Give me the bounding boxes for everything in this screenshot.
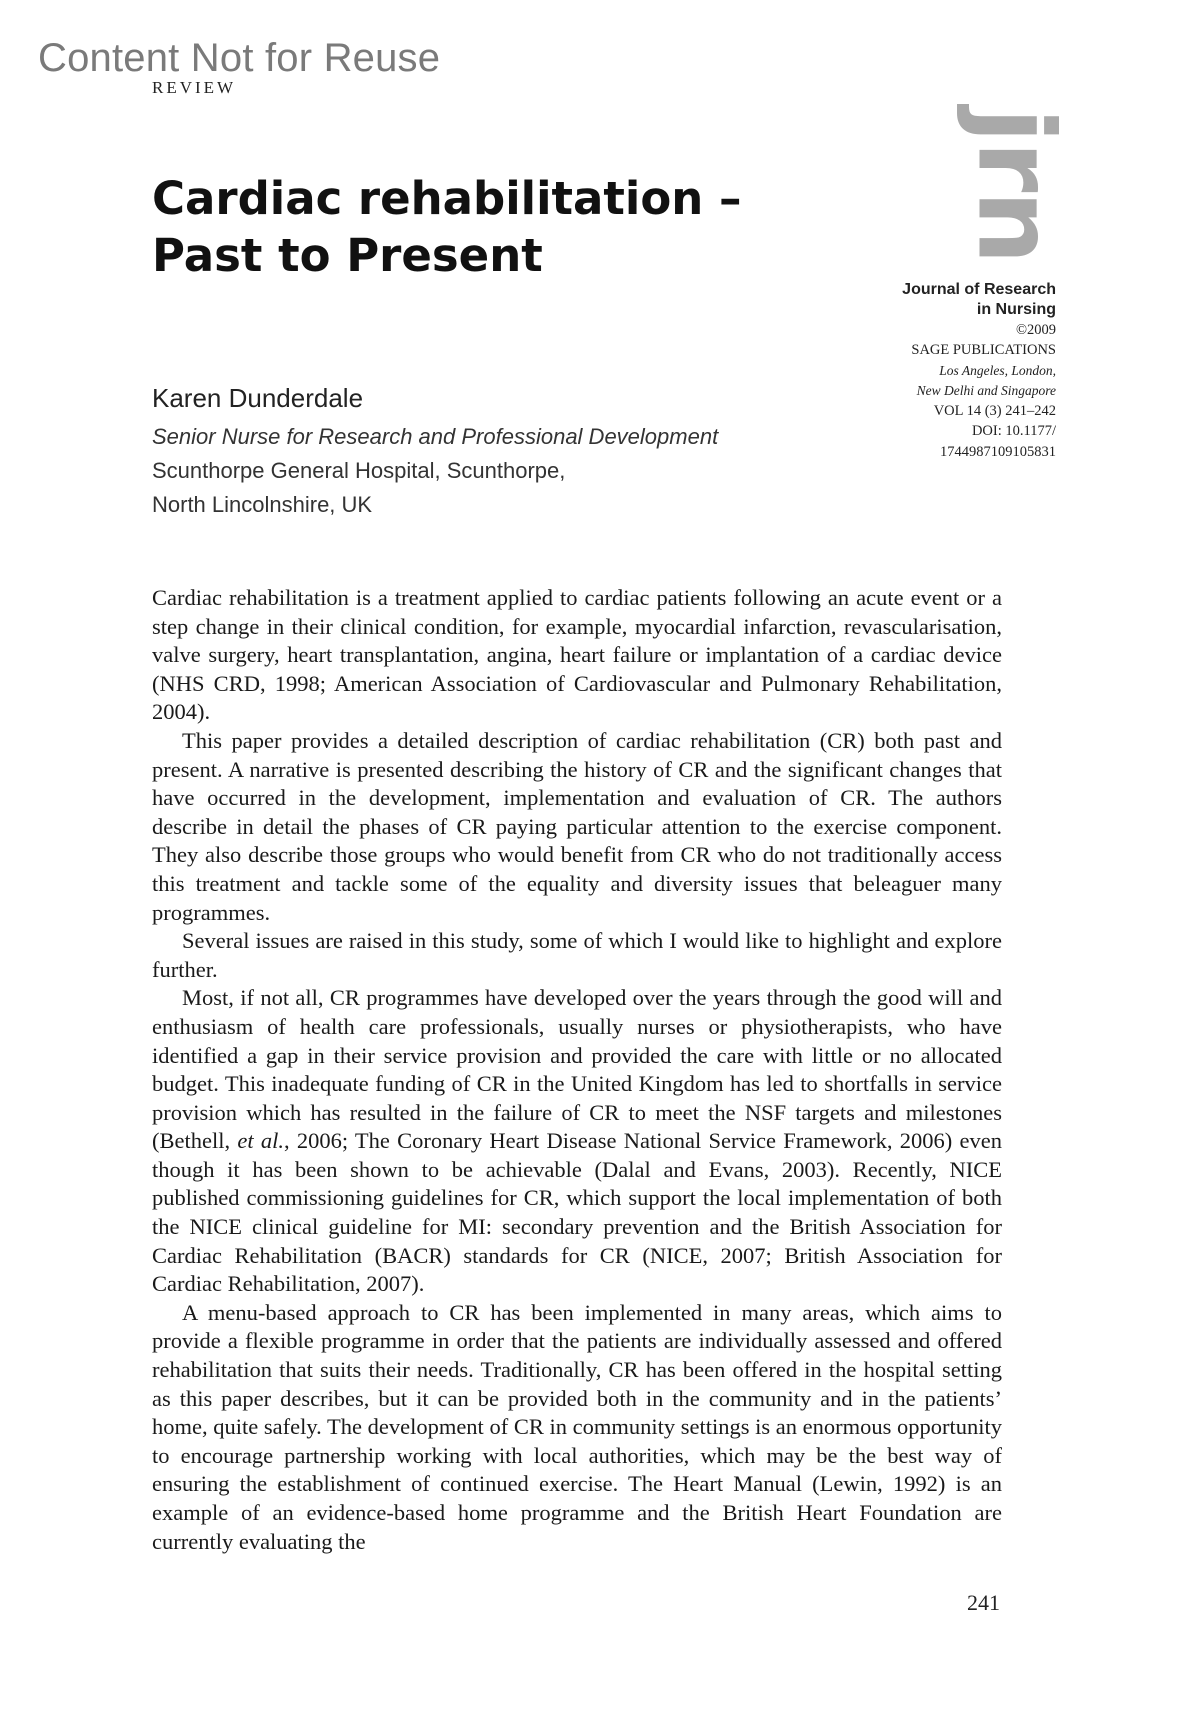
journal-logo bbox=[954, 100, 1077, 270]
body-paragraph-5: A menu-based approach to CR has been implemented in many areas, which aims to provide a flexible programme in order that the patients are individually assessed and offered rehabilitation that suits their needs. Traditionally, CR has been offered in the hospital setting as this paper describes, but it can be provided both in the community and in the patients’ home, quite safely. The development of CR in community settings is an enormous opportunity to encourage partnership working with local authorities, which may be the best way of ensuring the establishment of continued exercise. The Heart Manual (Lewin, 1992) is an example of an evidence-based home programme and the British Heart Foundation are currently evaluating the bbox=[152, 1299, 1002, 1554]
journal-locations-line-1: Los Angeles, London, bbox=[939, 362, 1056, 378]
journal-doi-line-2: 1744987109105831 bbox=[940, 443, 1056, 460]
journal-name-line-2: in Nursing bbox=[976, 301, 1056, 318]
journal-locations-line-2: New Delhi and Singapore bbox=[916, 382, 1056, 398]
watermark: Content Not for Reuse bbox=[38, 36, 441, 80]
body-paragraph-3: Several issues are raised in this study, some of which I would like to highlight and explore further. bbox=[152, 928, 1002, 982]
body-paragraph-4-et-al: et al. bbox=[237, 1128, 284, 1154]
body-paragraph-4 bbox=[152, 984, 1002, 1299]
author-affiliation-line-1: Scunthorpe General Hospital, Scunthorpe, bbox=[152, 458, 566, 483]
journal-doi-line-1: DOI: 10.1177/ bbox=[971, 423, 1056, 440]
body-paragraph-4-part-2: , 2006; The Coronary Heart Disease National Service Framework, 2006) even though it has been shown to be achievable (Dalal and Evans, 2003). Recently, NICE published commissioning guidelines for CR, which support the local implementation of both the NICE clinical guideline for MI: secondary prevention and the British Association for Cardiac Rehabilitation (BACR) standards for CR (NICE, 2007; British Association for Cardiac Rehabilitation, 2007). bbox=[152, 1128, 1002, 1297]
author-affiliation-line-2: North Lincolnshire, UK bbox=[152, 492, 373, 517]
author-block bbox=[152, 378, 872, 522]
article-title-line-1: Cardiac rehabilitation – bbox=[152, 172, 742, 225]
body-paragraph-2: This paper provides a detailed description of cardiac rehabilitation (CR) both past and present. A narrative is presented describing the history of CR and the significant changes that have occurred in the development, implementation and evaluation of CR. The authors describe in detail the phases of CR paying particular attention to the exercise component. They also describe those groups who would benefit from CR who do not traditionally access this treatment and tackle some of the equality and diversity issues that beleaguer many programmes. bbox=[152, 727, 1002, 925]
body-paragraph-1: Cardiac rehabilitation is a treatment applied to cardiac patients following an acute event or a step change in their clinical condition, for example, myocardial infarction, revascularisation, valve surgery, heart transplantation, angina, heart failure or implantation of a cardiac device (NHS CRD, 1998; American Association of Cardiovascular and Pulmonary Rehabilitation, 2004). bbox=[152, 585, 1002, 725]
journal-name-line-1: Journal of Research bbox=[902, 281, 1056, 298]
section-label: REVIEW bbox=[152, 78, 237, 97]
author-role: Senior Nurse for Research and Professional Development bbox=[152, 424, 719, 449]
journal-volume: VOL 14 (3) 241–242 bbox=[933, 403, 1056, 420]
journal-logo-text: jrn bbox=[954, 107, 1077, 263]
journal-copyright: ©2009 bbox=[1015, 322, 1056, 338]
article-title-line-2: Past to Present bbox=[152, 229, 543, 282]
article-body bbox=[152, 584, 1002, 1556]
author-name: Karen Dunderdale bbox=[152, 383, 364, 413]
body-paragraph-4-part-1: Most, if not all, CR programmes have developed over the years through the good will and enthusiasm of health care professionals, usually nurses or physiotherapists, who have identified a gap in their service provision and provided the care with little or no allocated budget. This inadequate funding of CR in the United Kingdom has led to shortfalls in service provision which has resulted in the failure of CR to meet the NSF targets and milestones (Bethell, bbox=[152, 985, 1002, 1154]
page-number: 241 bbox=[967, 1590, 1000, 1615]
journal-publisher: SAGE PUBLICATIONS bbox=[911, 342, 1056, 359]
article-title bbox=[152, 170, 792, 284]
